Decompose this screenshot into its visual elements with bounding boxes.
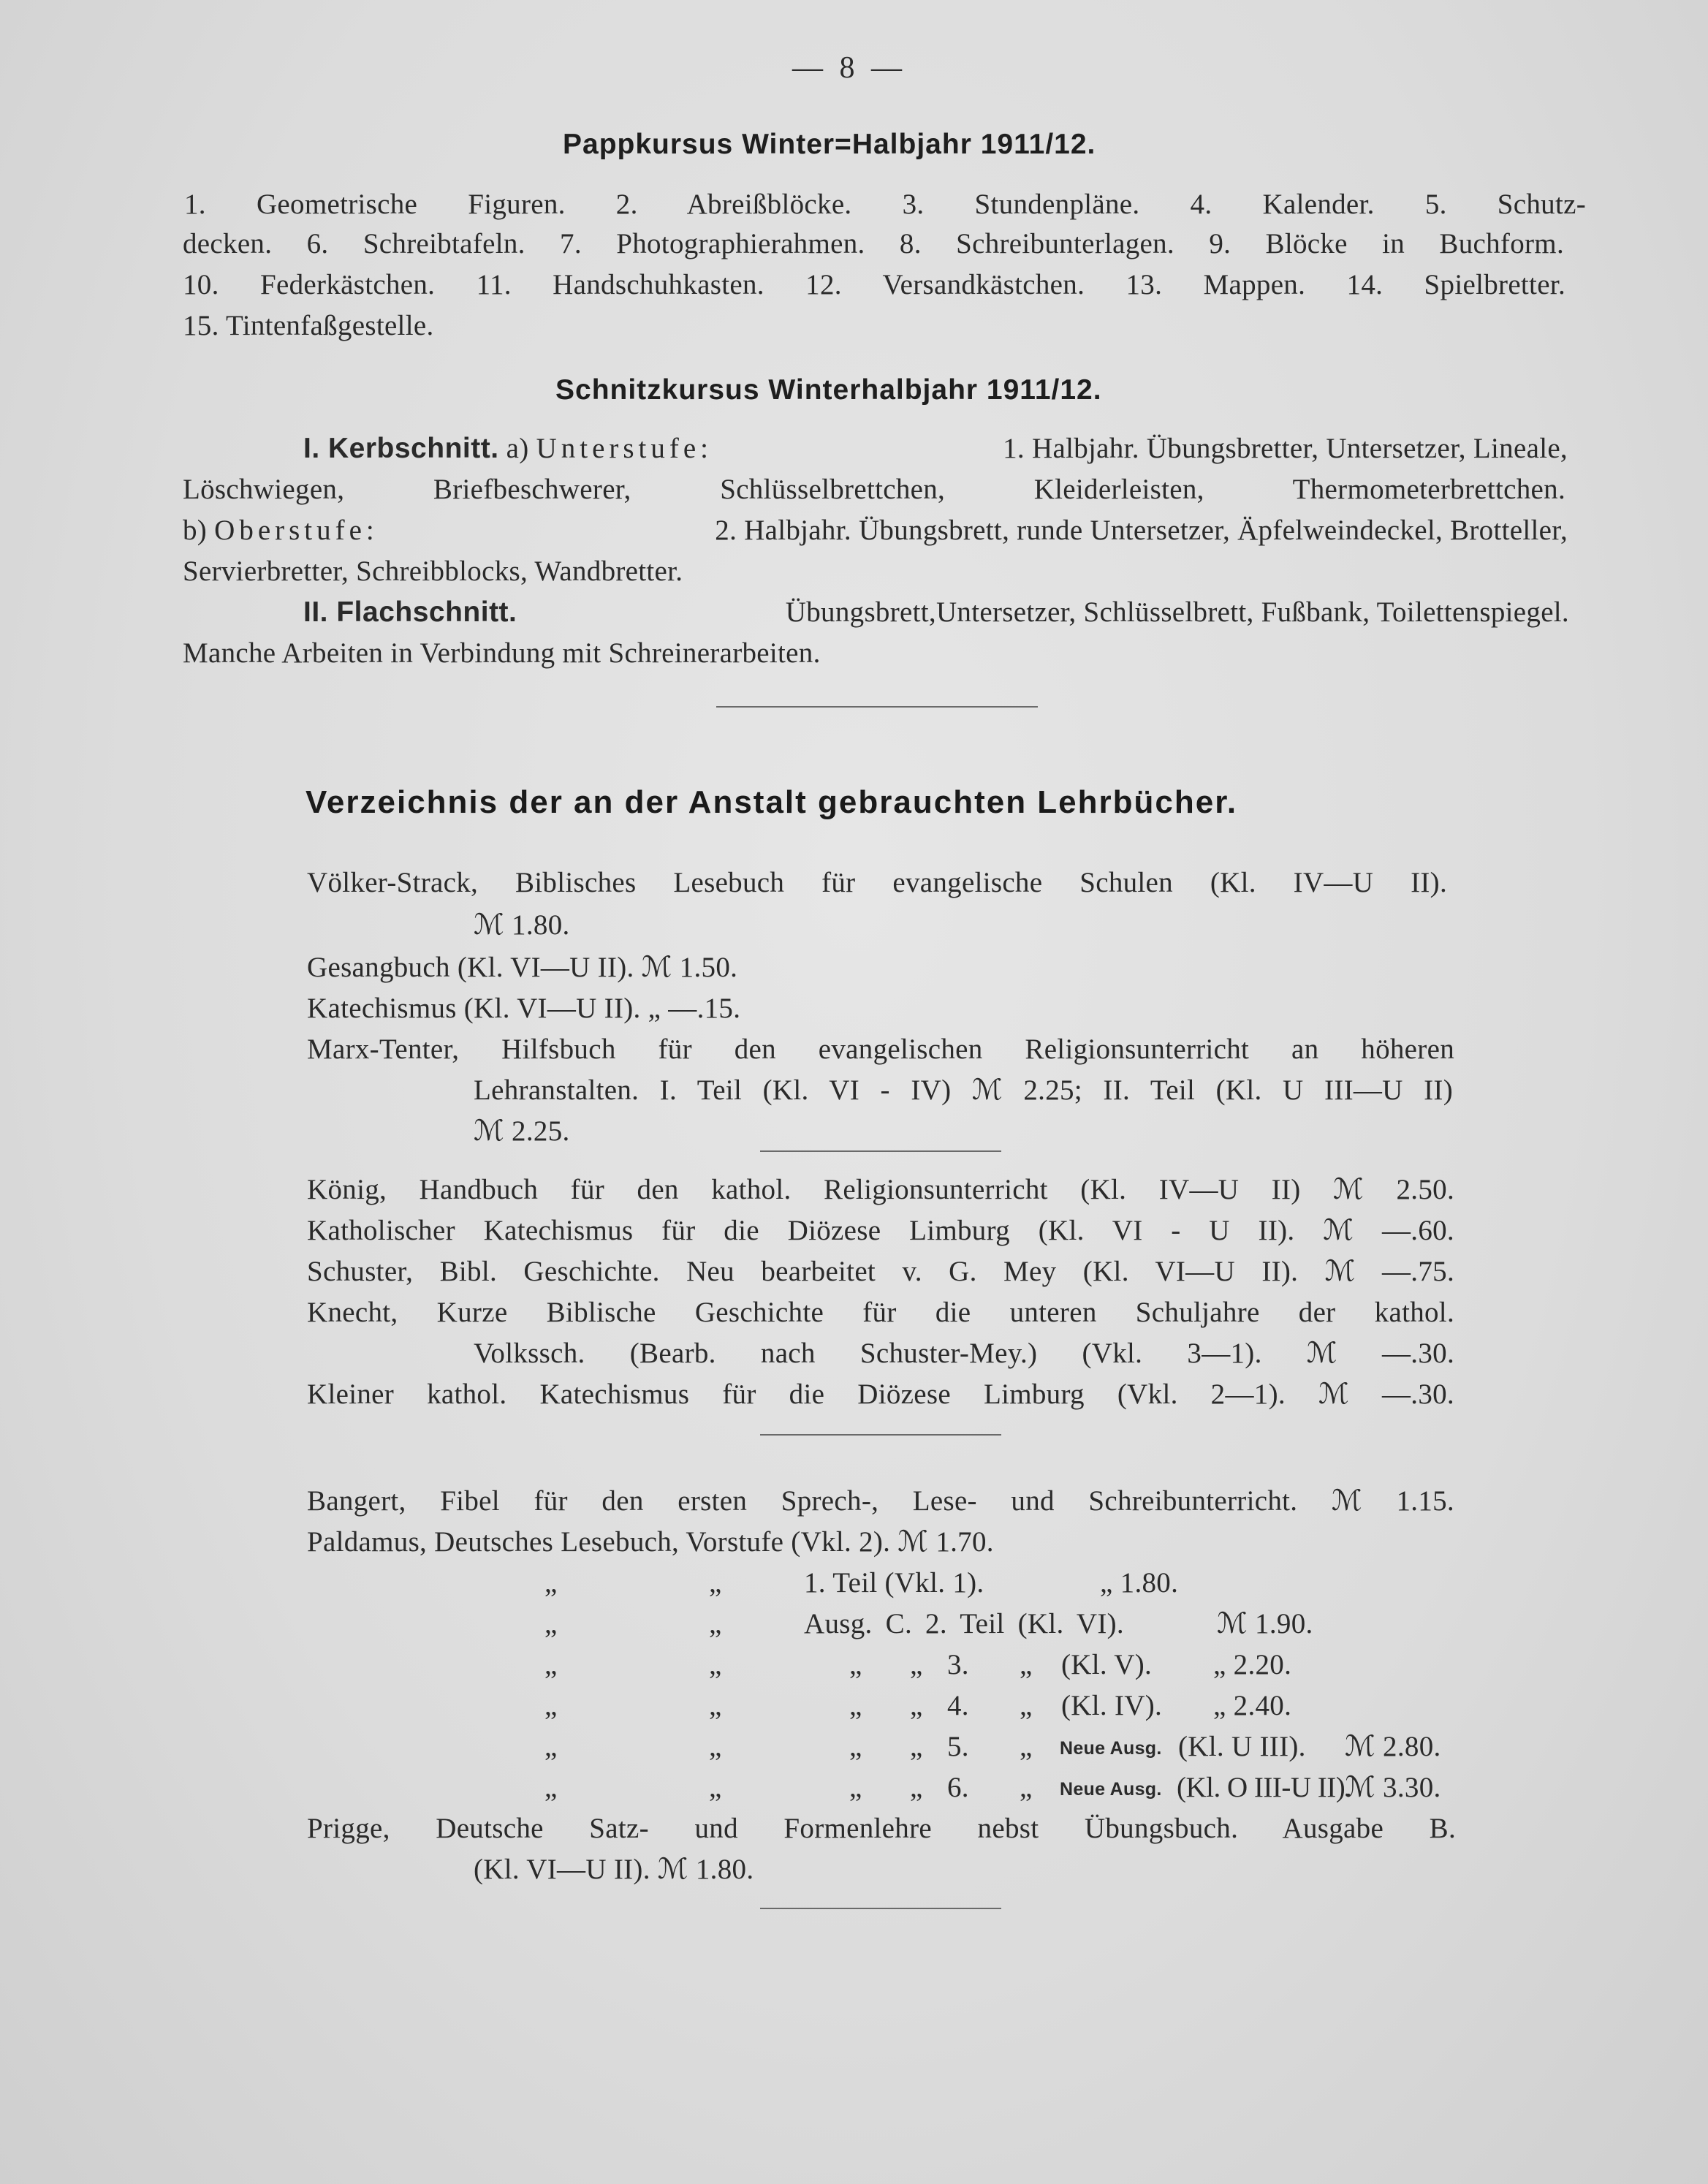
unterstufe-prefix: a) [506, 433, 529, 464]
ditto-mark: „ [910, 1731, 923, 1762]
row-price: „ 2.40. [1213, 1690, 1292, 1721]
evangelisch-line-2: ℳ 1.80. [474, 909, 570, 941]
pappkursus-title: Pappkursus Winter=Halbjahr 1911/12. [563, 129, 1096, 160]
schnitzkursus-line-4: Servierbretter, Schreibblocks, Wandbretter. [183, 556, 683, 587]
ditto-mark: „ [544, 1649, 558, 1680]
oberstufe-prefix: b) [183, 515, 208, 546]
evangelisch-line-7: ℳ 2.25. [474, 1115, 570, 1147]
row-price: ℳ 2.80. [1345, 1731, 1441, 1762]
row-price: „ 1.80. [1100, 1567, 1179, 1599]
katholisch-line-2: Katholischer Katechismus für die Diözese Limburg (Kl. VI - U II). ℳ —.60. [307, 1215, 1454, 1246]
evangelisch-line-1: Völker-Strack, Biblisches Lesebuch für evangelische Schulen (Kl. IV—U II). [307, 867, 1447, 898]
evangelisch-line-5: Marx-Tenter, Hilfsbuch für den evangelischen Religionsunterricht an höheren [307, 1034, 1454, 1065]
ditto-mark: „ [709, 1567, 722, 1599]
row-price: ℳ 1.90. [1217, 1608, 1313, 1639]
paldamus-row-3 [0, 1645, 1708, 1686]
ditto-mark: „ [709, 1690, 722, 1721]
katholisch-line-5: Volkssch. (Bearb. nach Schuster-Mey.) (Vkl. 3—1). ℳ —.30. [474, 1338, 1454, 1369]
schnitzkursus-line-2: Löschwiegen, Briefbeschwerer, Schlüsselbrettchen, Kleiderleisten, Thermometerbrettchen. [183, 474, 1565, 505]
row-part: Ausg. C. 2. Teil (Kl. VI). [804, 1608, 1124, 1639]
katholisch-line-4: Knecht, Kurze Biblische Geschichte für die unteren Schuljahre der kathol. [307, 1297, 1454, 1328]
divider-1 [716, 706, 1038, 708]
divider-2 [760, 1150, 1001, 1152]
ditto-mark: „ [544, 1608, 558, 1639]
row-class: (Kl. U III). [1178, 1731, 1306, 1762]
pappkursus-line-4: 15. Tintenfaßgestelle. [183, 310, 434, 341]
ditto-mark: „ [544, 1731, 558, 1762]
schnitzkursus-line-5 [303, 592, 1569, 633]
schnitzkursus-line-3 [183, 510, 1568, 551]
oberstufe-text: 2. Halbjahr. Übungsbrett, runde Untersetzer, Äpfelweindeckel, Brotteller, [715, 515, 1568, 546]
ditto-mark: „ [910, 1649, 923, 1680]
paldamus-row-1 [0, 1563, 1708, 1604]
row-class: (Kl. O III-U II). [1177, 1772, 1352, 1803]
ditto-mark: „ [1020, 1772, 1033, 1803]
row-class: (Kl. IV). [1061, 1690, 1163, 1721]
ditto-mark: „ [849, 1772, 862, 1803]
ditto-mark: „ [709, 1731, 722, 1762]
ditto-mark: „ [709, 1608, 722, 1639]
schnitzkursus-line-1 [303, 428, 1568, 469]
evangelisch-line-6: Lehranstalten. I. Teil (Kl. VI - IV) ℳ 2.25; II. Teil (Kl. U III—U II) [474, 1074, 1453, 1106]
ditto-mark: „ [544, 1567, 558, 1599]
ditto-mark: „ [709, 1649, 722, 1680]
evangelisch-line-3: Gesangbuch (Kl. VI—U II). ℳ 1.50. [307, 952, 738, 983]
pappkursus-line-2: decken. 6. Schreibtafeln. 7. Photographierahmen. 8. Schreibunterlagen. 9. Blöcke in Buchform. [183, 228, 1564, 259]
katholisch-line-1: König, Handbuch für den kathol. Religionsunterricht (Kl. IV—U II) ℳ 2.50. [307, 1174, 1454, 1205]
flachschnitt-label: II. Flachschnitt. [303, 596, 517, 628]
row-price: ℳ 3.30. [1345, 1772, 1441, 1803]
ditto-mark: „ [1020, 1649, 1033, 1680]
pappkursus-line-1: 1. Geometrische Figuren. 2. Abreißblöcke. 3. Stundenpläne. 4. Kalender. 5. Schutz- [184, 189, 1586, 220]
evangelisch-line-4: Katechismus (Kl. VI—U II). „ —.15. [307, 993, 741, 1024]
schnitzkursus-title: Schnitzkursus Winterhalbjahr 1911/12. [555, 374, 1102, 406]
verzeichnis-title: Verzeichnis der an der Anstalt gebrauchten Lehrbücher. [305, 784, 1238, 820]
ditto-mark: „ [910, 1772, 923, 1803]
prigge-line-2: (Kl. VI—U II). ℳ 1.80. [474, 1854, 754, 1885]
ditto-mark: „ [709, 1772, 722, 1803]
neue-ausgabe-label: Neue Ausg. [1060, 1738, 1162, 1759]
ditto-mark: „ [1020, 1731, 1033, 1762]
row-part: 5. [947, 1731, 969, 1762]
katholisch-line-3: Schuster, Bibl. Geschichte. Neu bearbeitet v. G. Mey (Kl. VI—U II). ℳ —.75. [307, 1256, 1454, 1287]
divider-4 [760, 1908, 1001, 1909]
row-part: 1. Teil (Vkl. 1). [804, 1567, 984, 1599]
row-part: 4. [947, 1690, 969, 1721]
oberstufe-label: Oberstufe: [214, 515, 379, 546]
bangert-line: Bangert, Fibel für den ersten Sprech-, Lese- und Schreibunterricht. ℳ 1.15. [307, 1485, 1454, 1517]
ditto-mark: „ [849, 1690, 862, 1721]
row-class: (Kl. V). [1061, 1649, 1153, 1680]
paldamus-row-5 [0, 1726, 1708, 1767]
neue-ausgabe-label: Neue Ausg. [1060, 1779, 1162, 1800]
divider-3 [760, 1434, 1001, 1436]
page-number: — 8 — [792, 51, 906, 85]
prigge-line-1: Prigge, Deutsche Satz- und Formenlehre nebst Übungsbuch. Ausgabe B. [307, 1813, 1456, 1844]
ditto-mark: „ [544, 1690, 558, 1721]
paldamus-row-4 [0, 1686, 1708, 1726]
schnitzkursus-line-6: Manche Arbeiten in Verbindung mit Schreinerarbeiten. [183, 637, 821, 669]
paldamus-line: Paldamus, Deutsches Lesebuch, Vorstufe (Vkl. 2). ℳ 1.70. [307, 1526, 994, 1558]
ditto-mark: „ [910, 1690, 923, 1721]
row-price: „ 2.20. [1213, 1649, 1292, 1680]
ditto-mark: „ [544, 1772, 558, 1803]
ditto-mark: „ [849, 1731, 862, 1762]
unterstufe-label: Unterstufe: [536, 433, 713, 464]
unterstufe-text: 1. Halbjahr. Übungsbretter, Untersetzer, Lineale, [1003, 433, 1568, 464]
pappkursus-line-3: 10. Federkästchen. 11. Handschuhkasten. 12. Versandkästchen. 13. Mappen. 14. Spielbretter. [183, 269, 1565, 300]
ditto-mark: „ [849, 1649, 862, 1680]
katholisch-line-6: Kleiner kathol. Katechismus für die Diözese Limburg (Vkl. 2—1). ℳ —.30. [307, 1379, 1454, 1410]
row-part: 6. [947, 1772, 969, 1803]
ditto-mark: „ [1020, 1690, 1033, 1721]
flachschnitt-text: Übungsbrett,Untersetzer, Schlüsselbrett, Fußbank, Toilettenspiegel. [785, 596, 1569, 628]
paldamus-row-2 [0, 1604, 1708, 1645]
paldamus-row-6 [0, 1767, 1708, 1808]
kerbschnitt-label: I. Kerbschnitt. [303, 433, 499, 464]
row-part: 3. [947, 1649, 969, 1680]
